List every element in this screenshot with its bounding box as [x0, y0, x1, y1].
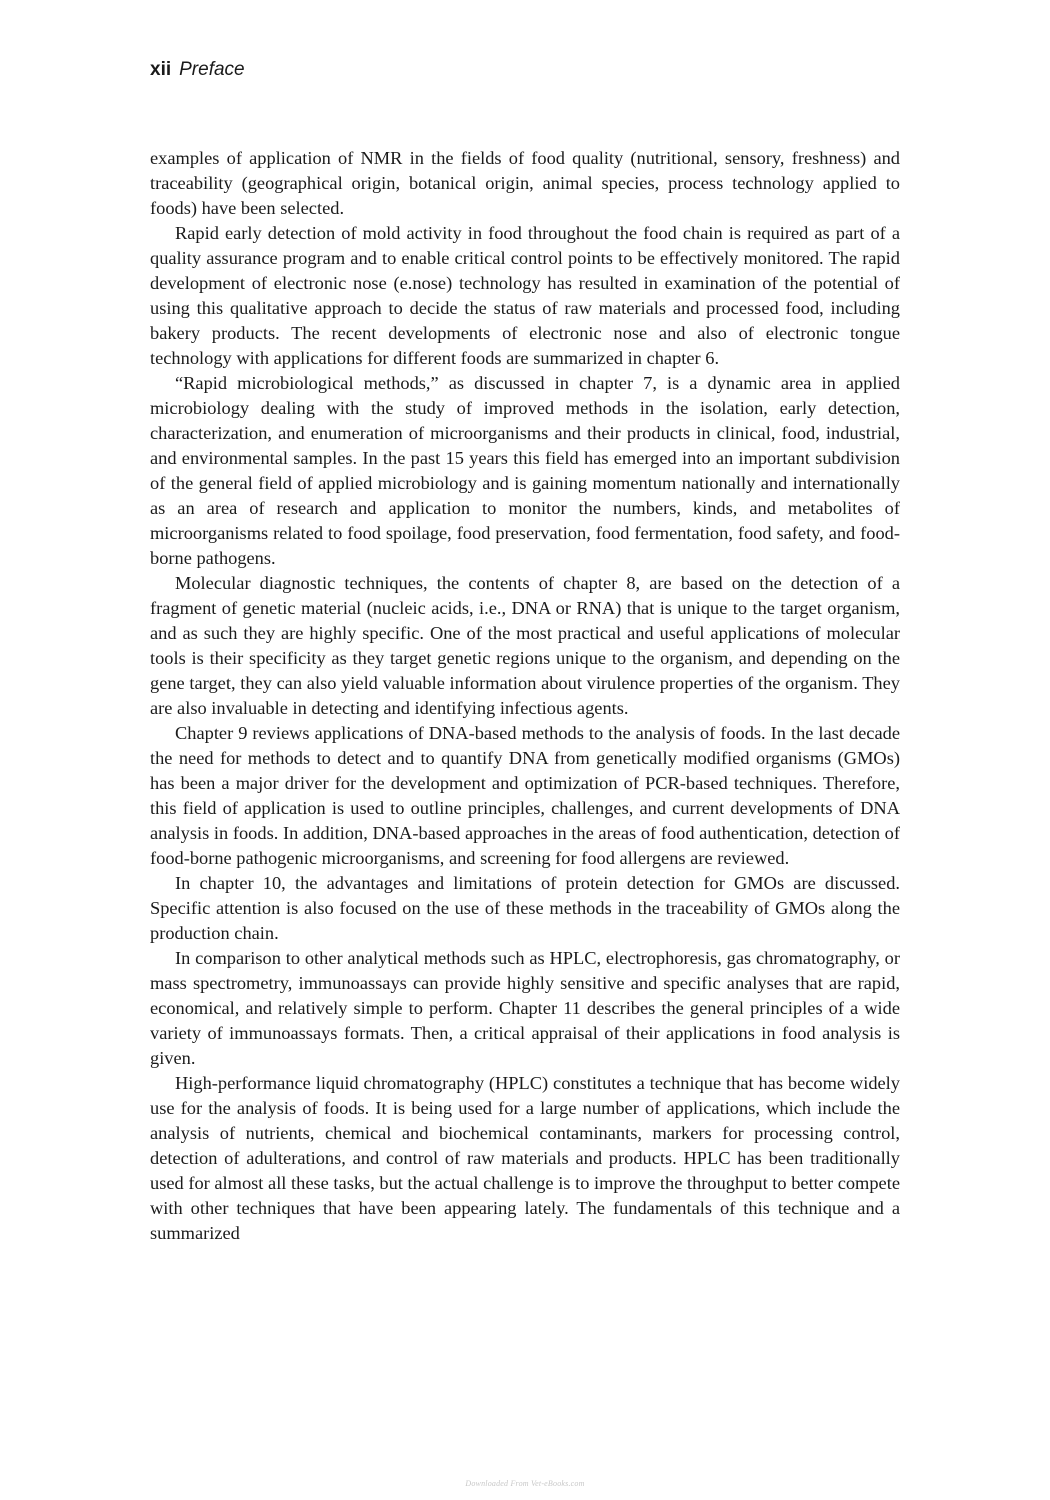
paragraph-electronic-nose: Rapid early detection of mold activity in food throughout the food chain is required as part of a quality assurance program and to enable critical control points to be effectively monitored. The rapid development of electronic nose (e.nose) technology has resulted in examination of the potential of using this qualitative approach to decide the status of raw materials and processed food, including bakery products. The recent developments of electronic nose and also of electronic tongue technology with applications for different foods are summarized in chapter 6.	[150, 223, 900, 368]
paragraph-immunoassays: In comparison to other analytical methods such as HPLC, electrophoresis, gas chromatography, or mass spectrometry, immunoassays can provide highly sensitive and specific analyses that are rapid, economical, and relatively simple to perform. Chapter 11 describes the general principles of a wide variety of immunoassays formats. Then, a critical appraisal of their applications in food analysis is given.	[150, 948, 900, 1068]
running-head-title: Preface	[179, 59, 245, 80]
paragraph-nmr-continuation: examples of application of NMR in the fields of food quality (nutritional, sensory, freshness) and traceability (geographical origin, botanical origin, animal species, process technology applied to foods) have been selected.	[150, 148, 900, 218]
page-number: xii	[150, 59, 172, 80]
paragraph-protein-detection-gmos: In chapter 10, the advantages and limitations of protein detection for GMOs are discussed. Specific attention is also focused on the use of these methods in the traceability of GMOs along the production chain.	[150, 873, 900, 943]
download-watermark: Downloaded From Vet-eBooks.com	[465, 1479, 585, 1488]
body-text	[150, 146, 900, 1246]
paragraph-rapid-microbiological-methods: “Rapid microbiological methods,” as discussed in chapter 7, is a dynamic area in applied microbiology dealing with the study of improved methods in the isolation, early detection, characterization, and enumeration of microorganisms and their products in clinical, food, industrial, and environmental samples. In the past 15 years this field has emerged into an important subdivision of the general field of applied microbiology and is gaining momentum nationally and internationally as an area of research and application to monitor the numbers, kinds, and metabolites of microorganisms related to food spoilage, food preservation, food fermentation, food safety, and food-borne pathogens.	[150, 373, 900, 568]
running-head	[150, 57, 245, 83]
paragraph-hplc: High-performance liquid chromatography (HPLC) constitutes a technique that has become widely use for the analysis of foods. It is being used for a large number of applications, which include the analysis of nutrients, chemical and biochemical contaminants, markers for processing control, detection of adulterations, and control of raw materials and products. HPLC has been traditionally used for almost all these tasks, but the actual challenge is to improve the throughput to better compete with other techniques that have been appearing lately. The fundamentals of this technique and a summarized	[150, 1073, 900, 1243]
paragraph-dna-based-methods: Chapter 9 reviews applications of DNA-based methods to the analysis of foods. In the last decade the need for methods to detect and to quantify DNA from genetically modified organisms (GMOs) has been a major driver for the development and optimization of PCR-based techniques. Therefore, this field of application is used to outline principles, challenges, and current developments of DNA analysis in foods. In addition, DNA-based approaches in the areas of food authentication, detection of food-borne pathogenic microorganisms, and screening for food allergens are reviewed.	[150, 723, 900, 868]
paragraph-molecular-diagnostics: Molecular diagnostic techniques, the contents of chapter 8, are based on the detection of a fragment of genetic material (nucleic acids, i.e., DNA or RNA) that is unique to the target organism, and as such they are highly specific. One of the most practical and useful applications of molecular tools is their specificity as they target genetic regions unique to the organism, and depending on the gene target, they can also yield valuable information about virulence properties of the organism. They are also invaluable in detecting and identifying infectious agents.	[150, 573, 900, 718]
